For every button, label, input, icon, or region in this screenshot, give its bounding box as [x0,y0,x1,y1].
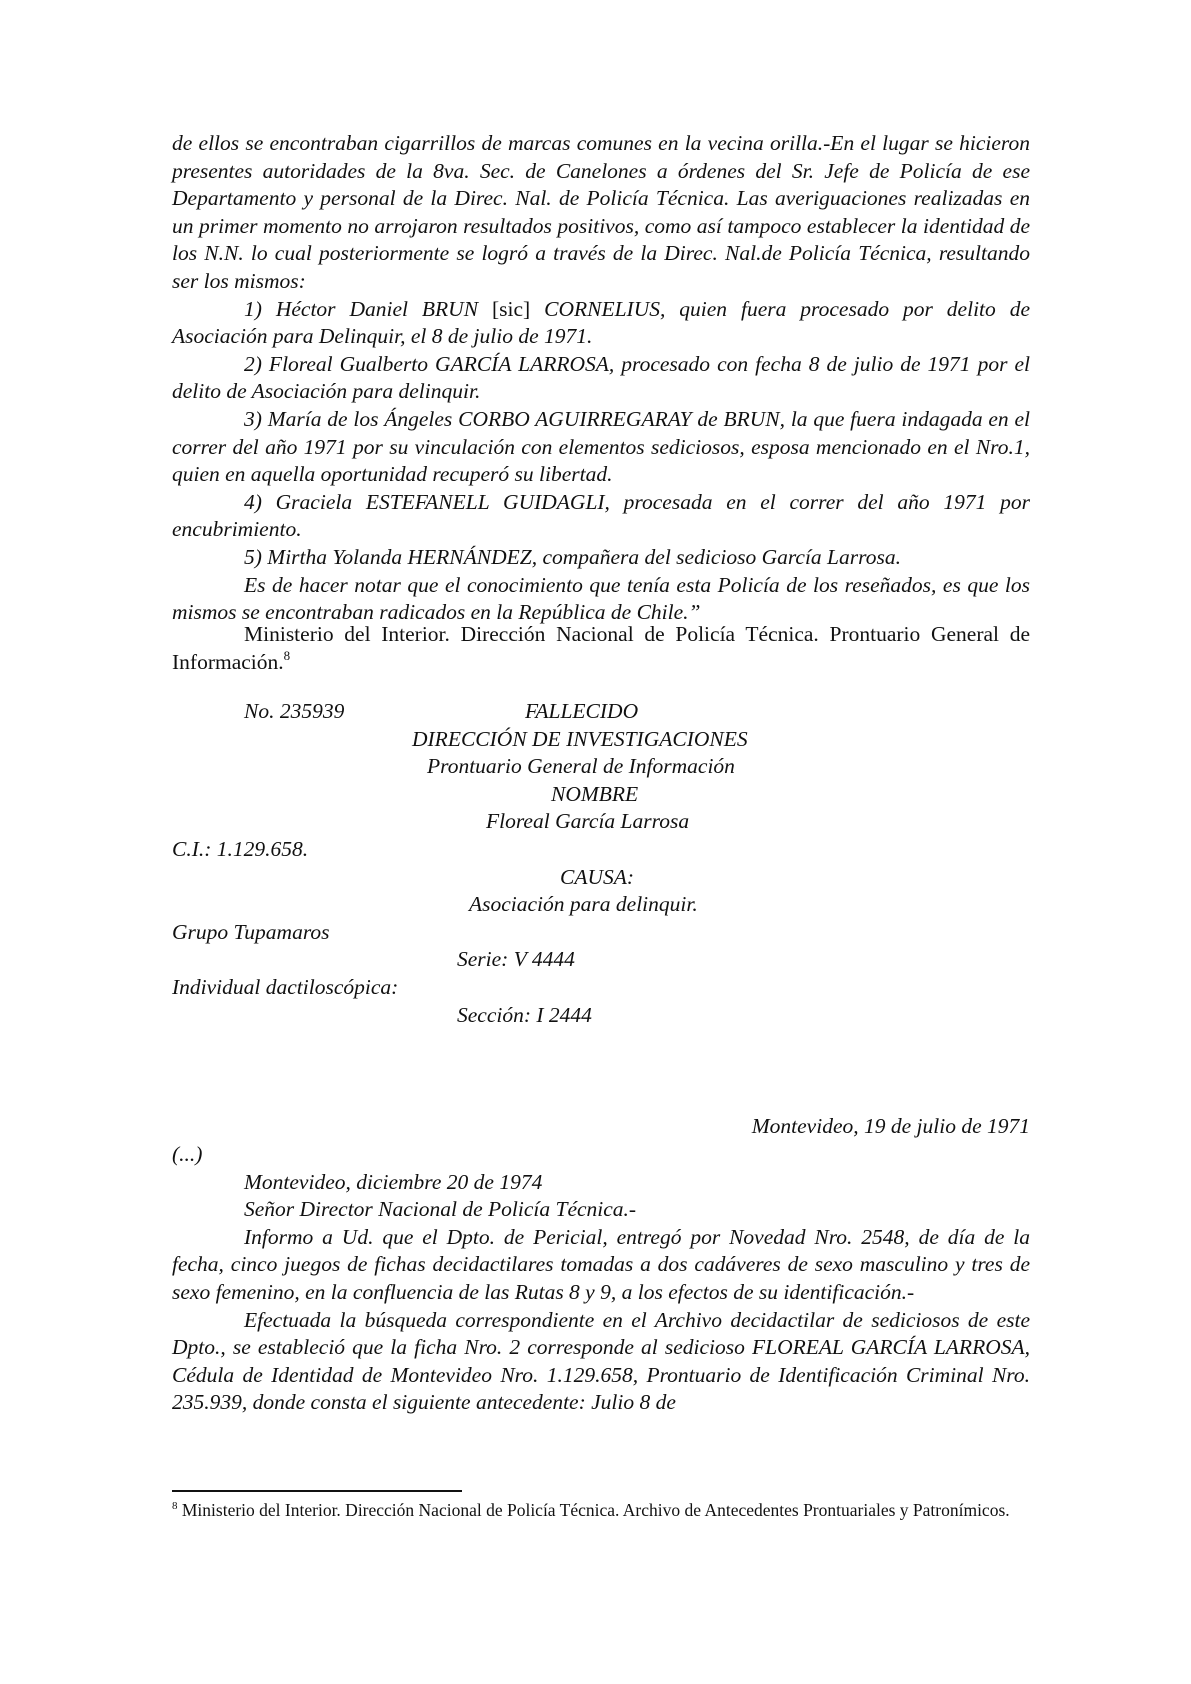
source-paragraph [172,621,1030,676]
quote-item-1-part-b: CORNELIUS, quien fuera procesado por delito de Asociación para Delinquir, el 8 de julio de 1971. [172,296,1030,349]
sic-mark: [sic] [491,296,531,321]
footnote-divider [172,1490,462,1492]
report-paragraph-2: Efectuada la búsqueda correspondiente en el Archivo decidactilar de sediciosos de este Dpto., se estableció que la ficha Nro. 2 corresponde al sedicioso FLOREAL GARCÍA LARROSA, Cédula de Identidad de Montevideo Nro. 1.129.658, Prontuario de Identificación Criminal Nro. 235.939, donde consta el siguiente antecedente: Julio 8 de [172,1307,1030,1415]
report [172,1141,1030,1417]
record-cause-label: CAUSA: [560,864,635,889]
quote-item-5: 5) Mirtha Yolanda HERNÁNDEZ, compañera del sedicioso García Larrosa. [244,544,901,569]
record-series: Serie: V 4444 [457,947,575,972]
quote-item-4: 4) Graciela ESTEFANELL GUIDAGLI, procesada en el correr del año 1971 por encubrimiento. [172,489,1030,542]
footnote-text: Ministerio del Interior. Dirección Nacional de Policía Técnica. Archivo de Antecedentes Prontuariales y Patronímicos. [177,1500,1010,1520]
source-citation [172,621,1030,676]
source-text: Ministerio del Interior. Dirección Nacional de Policía Técnica. Prontuario General de Información. [172,622,1030,674]
report-paragraph-1: Informo a Ud. que el Dpto. de Pericial, entregó por Novedad Nro. 2548, de día de la fecha, cinco juegos de fichas decidactilares tomadas a dos cadáveres de sexo masculino y tres de sexo femenino, en la confluencia de las Rutas 8 y 9, a los efectos de su identificación.- [172,1224,1030,1304]
quote-item-2: 2) Floreal Gualberto GARCÍA LARROSA, procesado con fecha 8 de julio de 1971 por el delito de Asociación para delinquir. [172,351,1030,404]
record-name-label: NOMBRE [551,781,639,806]
record-individual: Individual dactiloscópica: [172,974,399,999]
record-card [172,698,1030,1029]
record-ci: C.I.: 1.129.658. [172,836,309,861]
footnote [172,1500,1030,1521]
quote-item-3: 3) María de los Ángeles CORBO AGUIRREGARAY de BRUN, la que fuera indagada en el correr del año 1971 por su vinculación con elementos sediciosos, esposa mencionado en el Nro.1, quien en aquella oportunidad recuperó su libertad. [172,406,1030,487]
footnote-number: 8 [172,1500,178,1512]
quote-closing: Es de hacer notar que el conocimiento que tenía esta Policía de los reseñados, es que los mismos se encontraban radicados en la República de Chile.” [172,572,1030,625]
report-date: Montevideo, diciembre 20 de 1974 [244,1169,543,1194]
quote-paragraph-1: de ellos se encontraban cigarrillos de marcas comunes en la vecina orilla.-En el lugar se hicieron presentes autoridades de la 8va. Sec. de Canelones a órdenes del Sr. Jefe de Policía de ese Departamento y personal de la Direc. Nal. de Policía Técnica. Las averiguaciones realizadas en un primer momento no arrojaron resultados positivos, como así tampoco establecer la identidad de los N.N. lo cual posteriormente se logró a través de la Direc. Nal.de Policía Técnica, resultando ser los mismos: [172,131,1030,293]
report-addressee: Señor Director Nacional de Policía Técnica.- [244,1197,637,1222]
quoted-report [172,130,1030,627]
quote-item-1 [172,296,1030,351]
record-name: Floreal García Larrosa [486,809,690,834]
record-cause: Asociación para delinquir. [469,892,698,917]
record-direction: DIRECCIÓN DE INVESTIGACIONES [412,726,748,751]
record-status: FALLECIDO [525,699,639,723]
record-group: Grupo Tupamaros [172,919,330,944]
footnote-reference: 8 [283,647,291,663]
quote-item-1-part-a: 1) Héctor Daniel BRUN [244,296,492,321]
record-number: No. 235939 [244,699,345,723]
record-date: Montevideo, 19 de julio de 1971 [751,1114,1030,1138]
record-subtitle: Prontuario General de Información [427,754,735,779]
record-section: Sección: I 2444 [457,1002,592,1027]
report-ellipsis: (...) [172,1142,203,1166]
